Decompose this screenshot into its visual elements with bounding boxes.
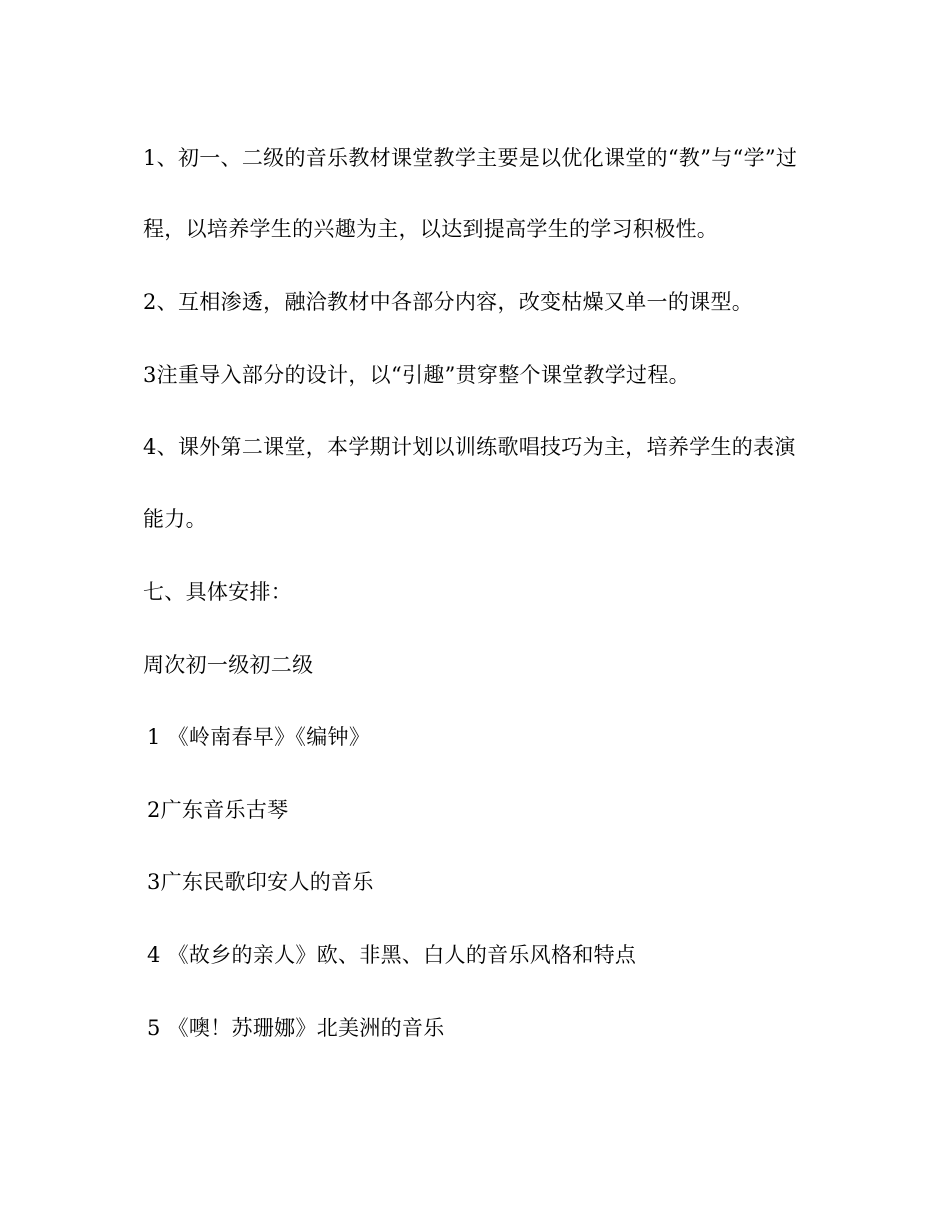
section-heading: 七、具体安排： (143, 580, 293, 604)
paragraph-4-line-1: 4、课外第二课堂，本学期计划以训练歌唱技巧为主，培养学生的表演 (143, 435, 796, 459)
paragraph-1-line-1: 1、初一、二级的音乐教材课堂教学主要是以优化课堂的“教”与“学”过 (143, 146, 798, 170)
paragraph-4-line-2: 能力。 (143, 507, 207, 531)
schedule-row-1: 1 《岭南春早》《编钟》 (147, 725, 371, 749)
paragraph-3: 3注重导入部分的设计，以“引趣”贯穿整个课堂教学过程。 (143, 363, 690, 387)
schedule-row-4: 4 《故乡的亲人》欧、非黑、白人的音乐风格和特点 (147, 943, 637, 967)
schedule-row-3: 3广东民歌印安人的音乐 (147, 870, 374, 894)
paragraph-1-line-2: 程，以培养学生的兴趣为主，以达到提高学生的学习积极性。 (143, 217, 719, 241)
schedule-header: 周次初一级初二级 (143, 653, 314, 677)
schedule-row-2: 2广东音乐古琴 (147, 798, 289, 822)
paragraph-2: 2、互相渗透，融洽教材中各部分内容，改变枯燥又单一的课型。 (143, 290, 754, 314)
schedule-row-5: 5 《噢！苏珊娜》北美洲的音乐 (147, 1016, 445, 1040)
